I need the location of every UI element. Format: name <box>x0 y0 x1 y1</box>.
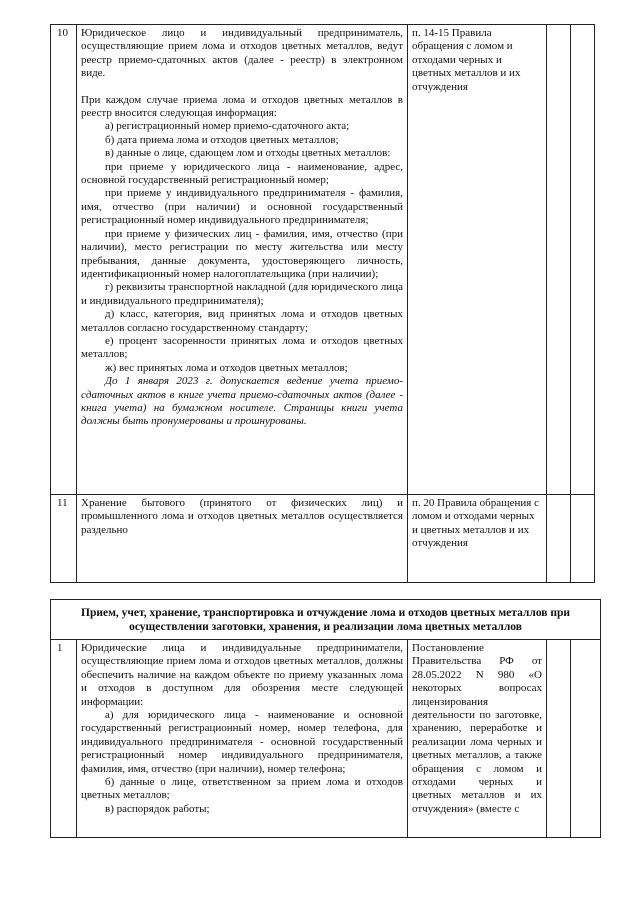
row-number: 10 <box>51 25 77 495</box>
paragraph: б) дата приема лома и отходов цветных металлов; <box>105 133 339 146</box>
table-row <box>51 640 601 838</box>
row-number: 1 <box>51 640 77 838</box>
legal-reference <box>408 495 547 583</box>
paragraph: а) регистрационный номер приемо-сдаточного акта; <box>105 120 350 133</box>
paragraph: Хранение бытового (принятого от физических лиц) и промышленного лома и отходов цветных металлов осуществляется раздельно <box>81 497 403 536</box>
requirement-text <box>77 25 408 495</box>
empty-cell <box>571 640 601 838</box>
legal-reference <box>408 640 547 838</box>
paragraph: в) распорядок работы; <box>105 802 210 815</box>
paragraph: в) данные о лице, сдающем лом и отходы цветных металлов: <box>105 147 391 160</box>
table-row <box>51 25 595 495</box>
row-number: 11 <box>51 495 77 583</box>
paragraph: ж) вес принятых лома и отходов цветных металлов; <box>105 361 348 374</box>
empty-cell <box>547 640 571 838</box>
paragraph: б) данные о лице, ответственном за прием лома и отходов цветных металлов; <box>81 776 403 802</box>
empty-cell <box>547 495 571 583</box>
requirement-text <box>77 640 408 838</box>
table-row <box>51 495 595 583</box>
paragraph: Юридические лица и индивидуальные предприниматели, осуществляющие прием лома и отходов цветных металлов, должны обеспечить наличие на каждом объекте по приему указанных лома и отходов в доступном для обозрения месте следующей информации: <box>81 642 403 708</box>
empty-cell <box>571 25 595 495</box>
paragraph: е) процент засоренности принятых лома и отходов цветных металлов; <box>81 334 403 361</box>
requirements-table-1 <box>50 24 595 583</box>
paragraph: При каждом случае приема лома и отходов цветных металлов в реестр вносится следующая информация: <box>81 93 403 120</box>
legal-reference <box>408 25 547 495</box>
empty-cell <box>571 495 595 583</box>
paragraph: при приеме у индивидуального предпринимателя - фамилия, имя, отчество (при наличии) и основной государственный регистрационный номер индивидуального предпринимателя; <box>81 187 403 227</box>
paragraph: д) класс, категория, вид принятых лома и отходов цветных металлов согласно государственному стандарту; <box>81 308 403 334</box>
paragraph: г) реквизиты транспортной накладной (для юридического лица и индивидуального предпринимателя); <box>81 281 403 307</box>
section-heading: Прием, учет, хранение, транспортировка и отчуждение лома и отходов цветных металлов при осуществлении заготовки, хранения, и реализации лома цветных металлов <box>51 600 601 640</box>
reference-text: п. 14-15 Правила обращения с ломом и отходами черных и цветных металлов и их отчуждения <box>412 27 521 93</box>
reference-text: п. 20 Правила обращения с ломом и отходами черных и цветных металлов и их отчуждения <box>412 497 539 550</box>
requirement-text <box>77 495 408 583</box>
requirements-table-2 <box>50 599 601 838</box>
empty-cell <box>547 25 571 495</box>
section-heading-row <box>51 600 601 640</box>
paragraph: Юридическое лицо и индивидуальный предприниматель, осуществляющие прием лома и отходов цветных металлов, ведут реестр приемо-сдаточных актов (далее - реестр) в электронном виде. <box>81 27 403 80</box>
paragraph: а) для юридического лица - наименование и основной государственный регистрационный номер, номер телефона, для индивидуального предпринимателя - основной государственный регистрационный номер индивидуального предпринимателя, фамилия, имя, отчество (при наличии), номер телефона; <box>81 709 403 775</box>
paragraph: при приеме у физических лиц - фамилия, имя, отчество (при наличии), место регистрации по месту жительства или месту пребывания, данные документа, удостоверяющего личность, идентификационный номер налогоплательщика (при наличии); <box>81 227 403 280</box>
paragraph: при приеме у юридического лица - наименование, адрес, основной государственный регистрационный номер; <box>81 160 403 187</box>
paragraph: До 1 января 2023 г. допускается ведение учета приемо-сдаточных актов в книге учета приемо-сдаточных актов (далее - книга учета) на бумажном носителе. Страницы книги учета должны быть пронумерованы и прошнурованы. <box>81 375 403 428</box>
reference-text: Постановление Правительства РФ от 28.05.2022 N 980 «О некоторых вопросах лицензирования деятельности по заготовке, хранению, переработке и реализации лома черных и цветных металлов, а также обращения с ломом и отходами черных и цветных металлов и их отчуждения» (вместе с <box>412 642 542 815</box>
